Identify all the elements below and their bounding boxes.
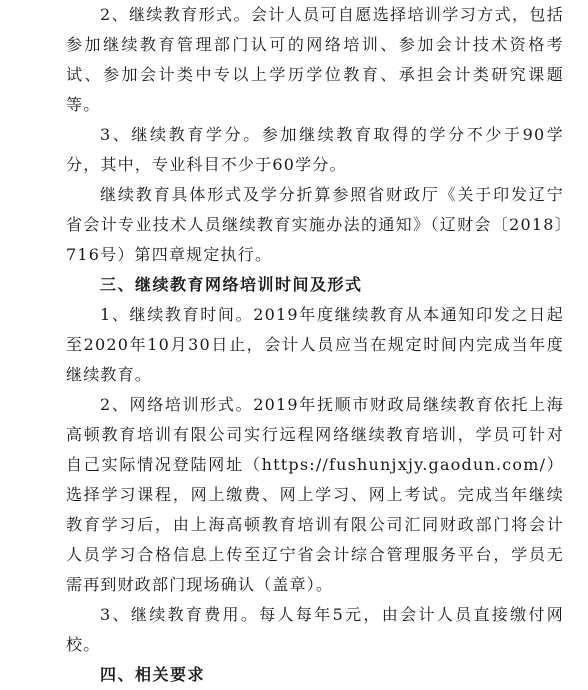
paragraph-reference-notice: 继续教育具体形式及学分折算参照省财政厅《关于印发辽宁省会计专业技术人员继续教育实施办法的通知》（辽财会〔2018〕716号）第四章规定执行。 <box>66 185 564 264</box>
section-heading-online-training: 三、继续教育网络培训时间及形式 <box>100 275 363 294</box>
paragraph-education-time: 1、继续教育时间。2019年度继续教育从本通知印发之日起至2020年10月30日止，会计人员应当在规定时间内完成当年度继续教育。 <box>66 305 564 384</box>
paragraph-education-form: 2、继续教育形式。会计人员可自愿选择培训学习方式，包括参加继续教育管理部门认可的网络培训、参加会计技术资格考试、参加会计类中专以上学历学位教育、承担会计类研究课题等。 <box>66 5 564 114</box>
section-heading-requirements: 四、相关要求 <box>100 665 206 684</box>
paragraph-online-training-form: 2、网络培训形式。2019年抚顺市财政局继续教育依托上海高顿教育培训有限公司实行远程网络继续教育培训，学员可针对自己实际情况登陆网址（https://fushunjxjy.gaodun.com/）选择学习课程，网上缴费、网上学习、网上考试。完成当年继续教育学习后，由上海高顿教育培训有限公司汇同财政部门将会计人员学习合格信息上传至辽宁省会计综合管理服务平台，学员无需再到财政部门现场确认（盖章）。 <box>66 395 564 594</box>
paragraph-education-fee: 3、继续教育费用。每人每年5元，由会计人员直接缴付网校。 <box>66 605 564 654</box>
paragraph-education-credits: 3、继续教育学分。参加继续教育取得的学分不少于90学分，其中，专业科目不少于60学分。 <box>66 125 564 174</box>
